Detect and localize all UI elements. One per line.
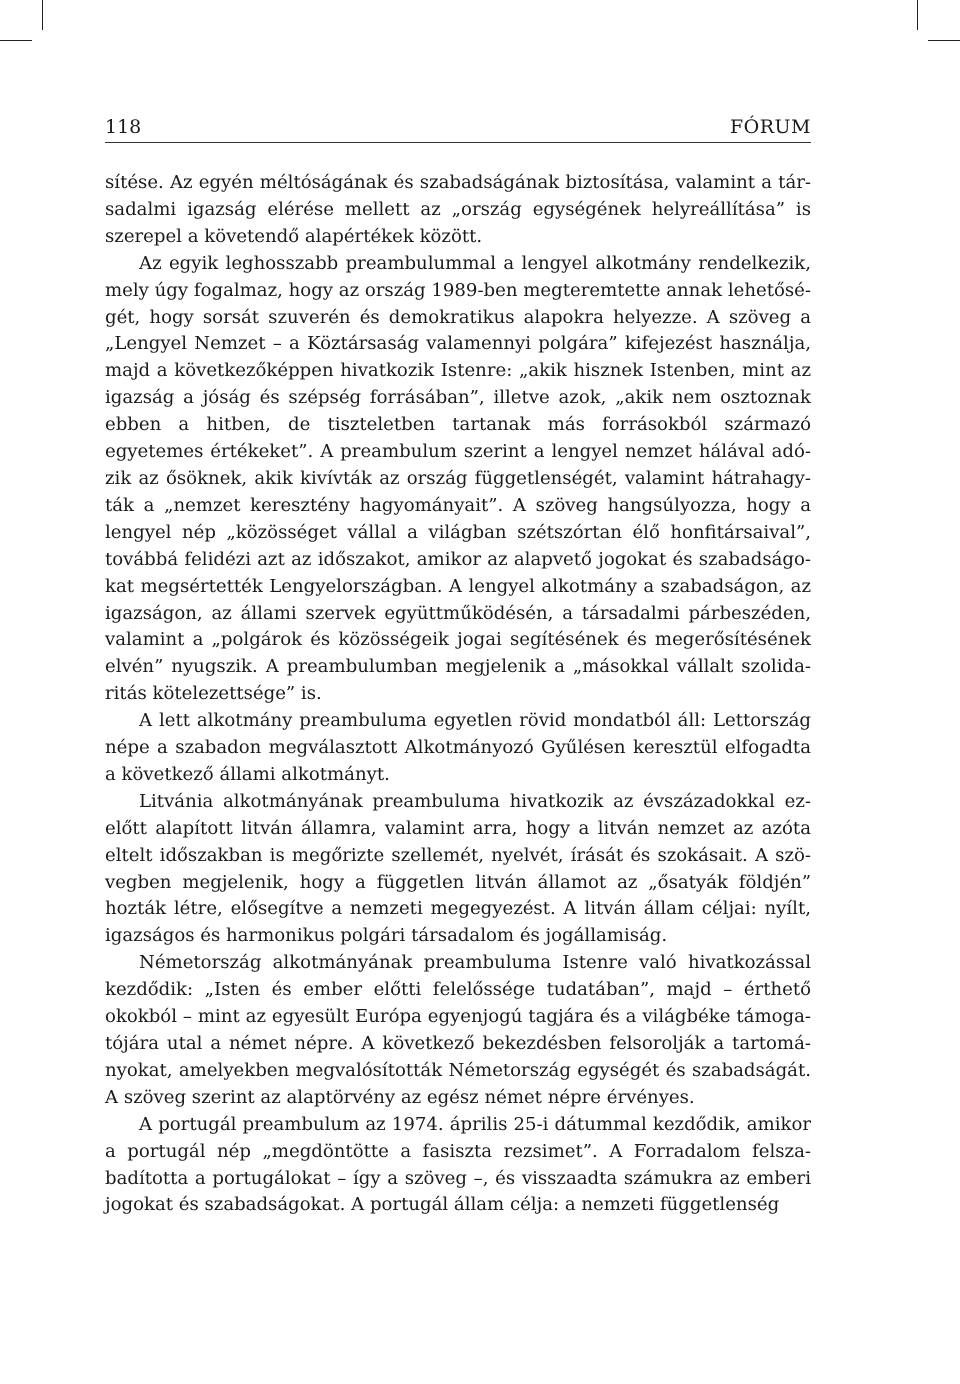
paragraph: A lett alkotmány preambuluma egyetlen rövid mondatból áll: Lettország népe a szabadon megválasztott Alkotmányozó Gyűlésen keresztül elfogadta a következő állami alkotmányt.: [105, 710, 811, 785]
paragraph: Litvánia alkotmányának preambuluma hivatkozik az évszázadokkal ezelőtt alapított litván államra, valamint arra, hogy a litván nemzet az azóta eltelt időszakban is megőrizte szellemét, nyelvét, írását és szokásait. A szövegben megjelenik, hogy a független litván államot az „ősatyák földjén” hozták létre, elősegítve a nemzeti megegyezést. A litván állam céljai: nyílt, igazságos és harmonikus polgári társadalom és jogállamiság.: [105, 790, 811, 947]
paragraph: A portugál preambulum az 1974. április 25-i dátummal kezdődik, amikor a portugál nép „megdöntötte a fasiszta rezsimet”. A Forradalom felszabadította a portugálokat – így a szöveg –, és visszaadta számukra az emberi jogokat és szabadságokat. A portugál állam célja: a nemzeti függetlenség: [105, 1113, 811, 1216]
crop-mark: [917, 0, 918, 30]
page-header: [105, 116, 811, 143]
running-title: FÓRUM: [729, 116, 811, 138]
page-number: 118: [105, 116, 142, 138]
paragraph: Németország alkotmányának preambuluma Istenre való hivatkozással kezdődik: „Isten és ember előtti felelőssége tudatában”, majd – érthető okokból – mint az egyesült Európa egyenjogú tagjára és a világbéke támogatójára utal a német népre. A következő bekezdésben felsorolják a tartományokat, amelyekben megvalósították Németország egységét és szabadságát. A szöveg szerint az alaptörvény az egész német népre érvényes.: [105, 952, 811, 1108]
crop-mark: [928, 40, 960, 41]
crop-mark: [42, 0, 43, 30]
paragraph: sítése. Az egyén méltóságának és szabadságának biztosítása, valamint a társadalmi igazság elérése mellett az „ország egységének helyreállítása” is szerepel a követendő alapértékek között.: [105, 172, 811, 247]
crop-mark: [0, 40, 32, 41]
paragraph: Az egyik leghosszabb preambulummal a lengyel alkotmány rendelkezik, mely úgy fogalmaz, hogy az ország 1989-ben megteremtette annak lehetőségét, hogy sorsát szuverén és demokratikus alapokra helyezze. A szöveg a „Lengyel Nemzet – a Köztársaság valamennyi polgára” kifejezést használja, majd a következőképpen hivatkozik Istenre: „akik hisznek Istenben, mint az igazság a jóság és szépség forrásában”, illetve azok, „akik nem osztoznak ebben a hitben, de tiszteletben tartanak más forrásokból származó egyetemes értékeket”. A preambulum szerint a lengyel nemzet hálával adózik az ősöknek, akik kivívták az ország függetlenségét, valamint hátrahagyták a „nemzet keresztény hagyományait”. A szöveg hangsúlyozza, hogy a lengyel nép „közösséget vállal a világban szétszórtan élő honfitársaival”, továbbá felidézi azt az időszakot, amikor az alapvető jogokat és szabadságokat megsértették Lengyelországban. A lengyel alkotmány a szabadságon, az igazságon, az állami szervek együttműködésén, a társadalmi párbeszéden, valamint a „polgárok és közösségeik jogai segítésének és megerősítésének elvén” nyugszik. A preambulumban megjelenik a „másokkal vállalt szolidaritás kötelezettsége” is.: [105, 252, 811, 705]
body-text: [105, 170, 811, 1219]
